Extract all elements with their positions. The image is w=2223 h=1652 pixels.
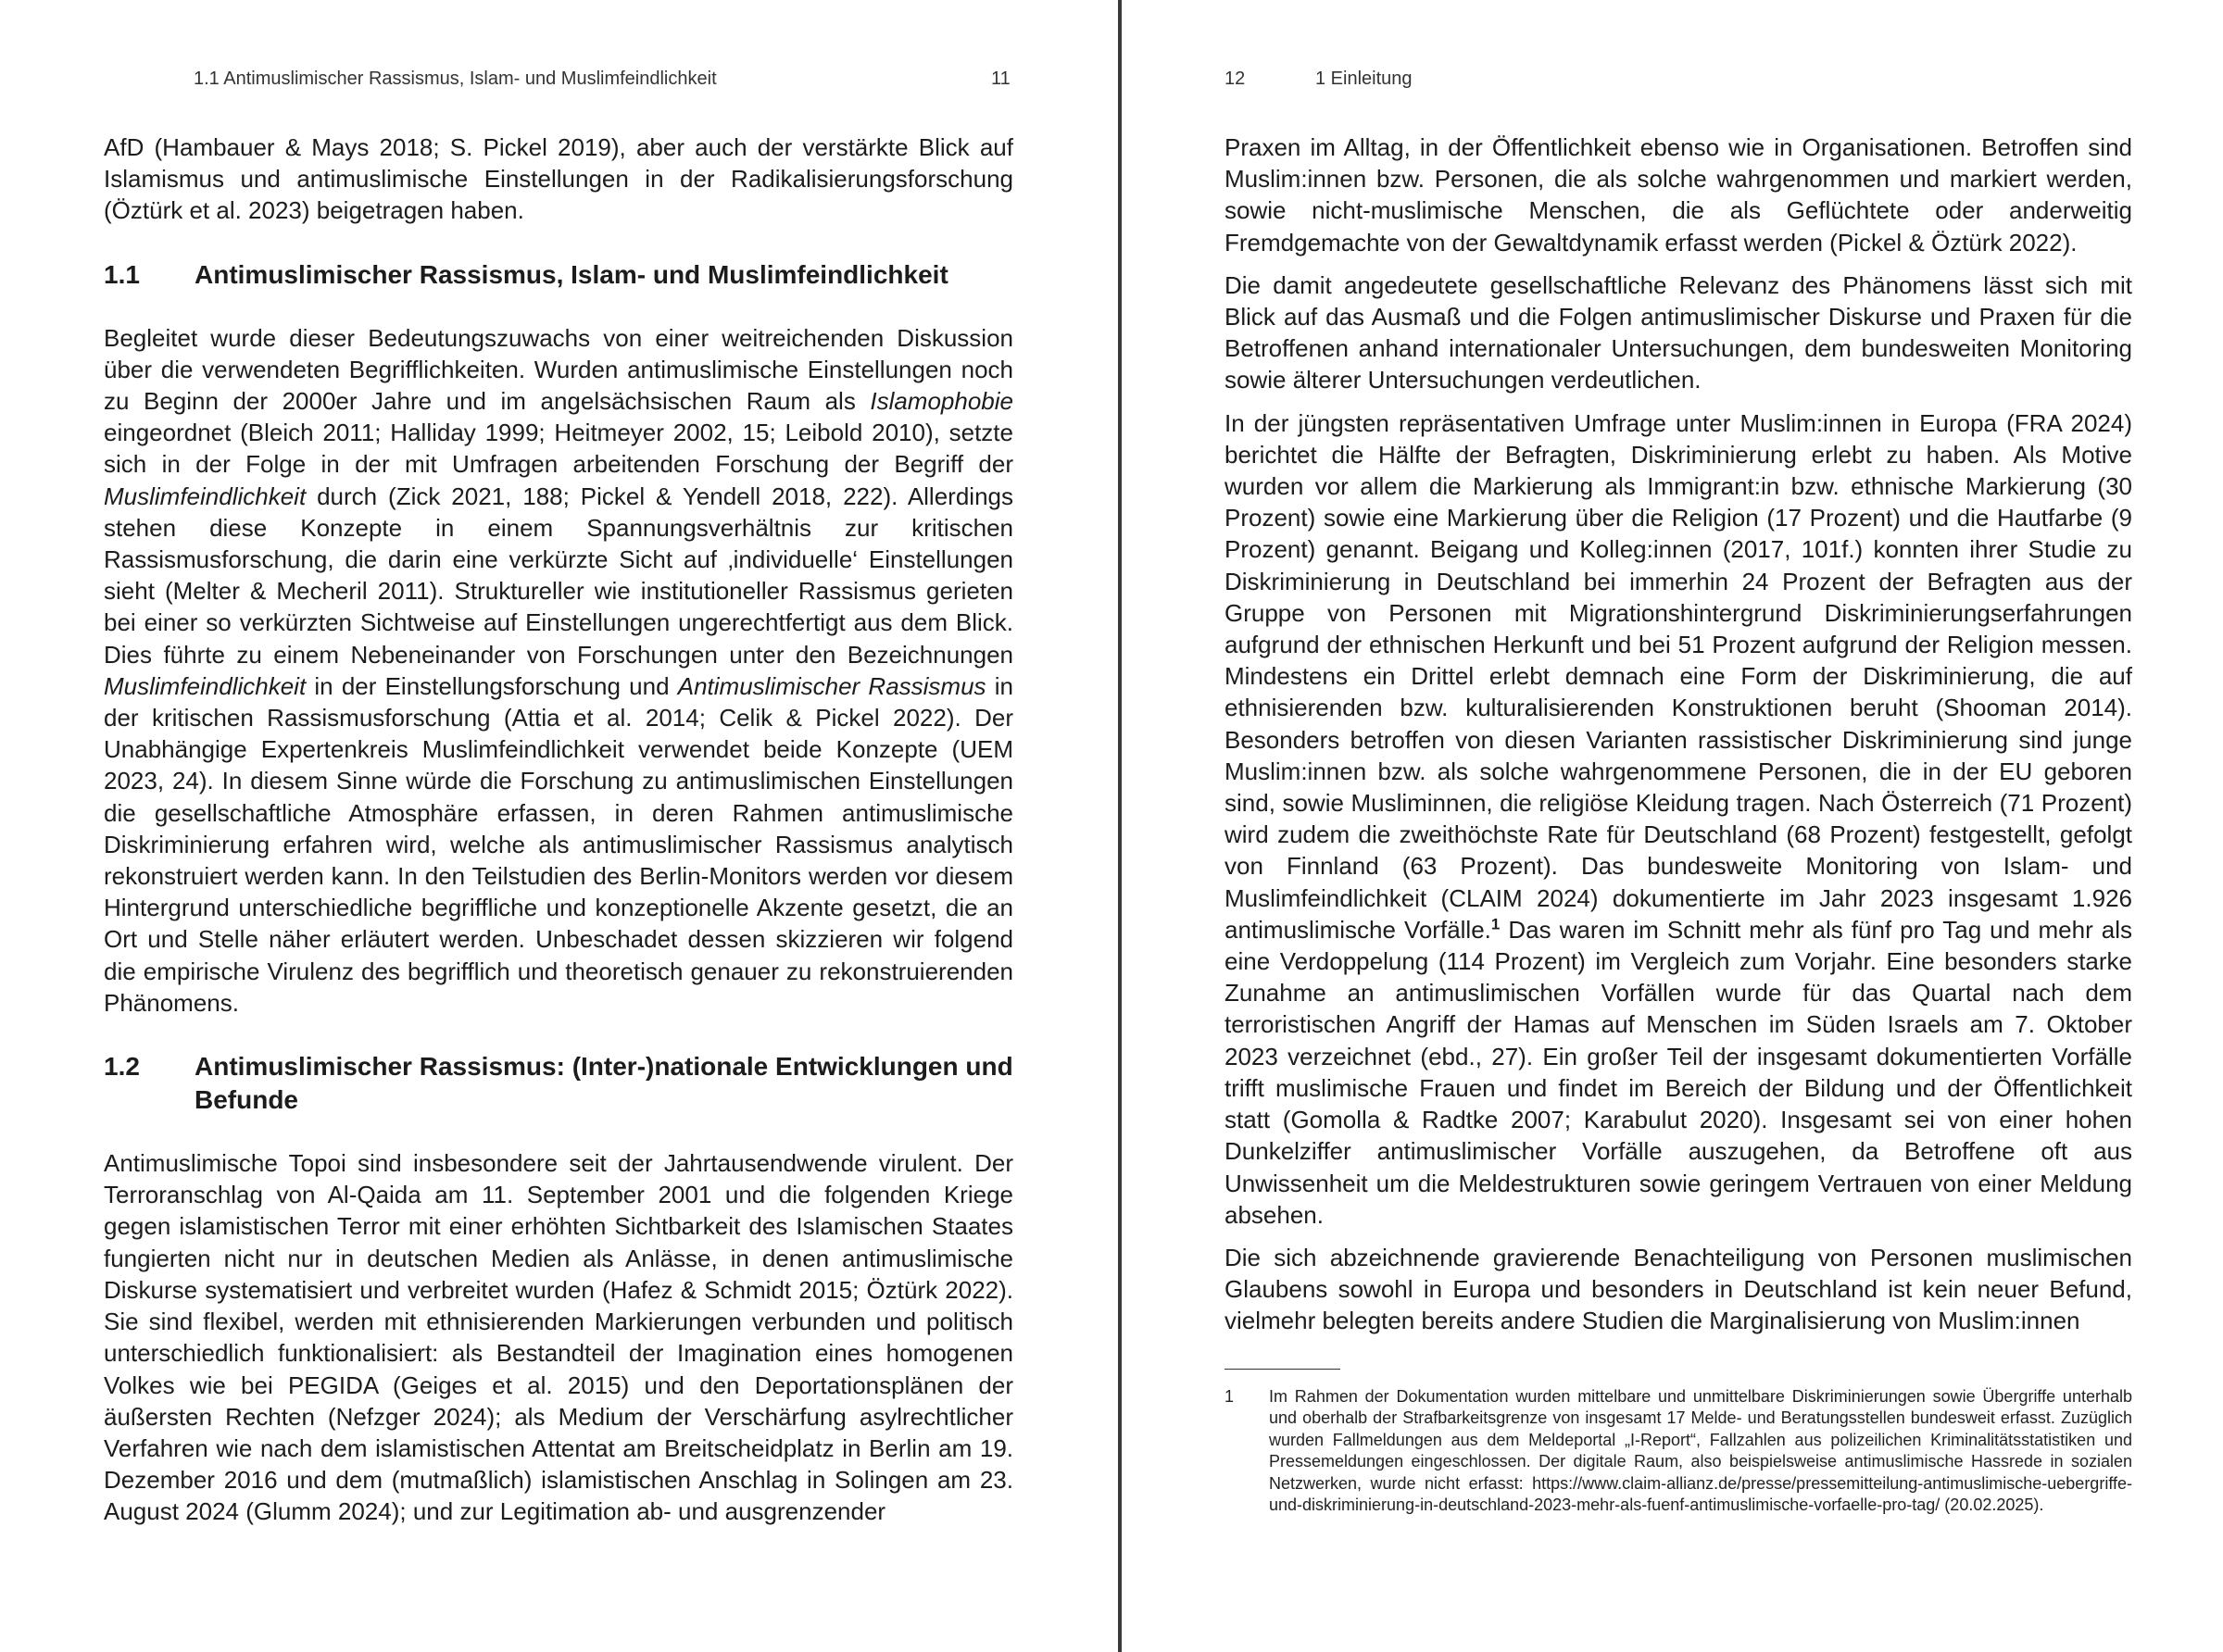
paragraph: Praxen im Alltag, in der Öffentlichkeit ebenso wie in Organisationen. Betroffen sind Muslim:innen bzw. Personen, die als solche wahrgenommen und markiert werden, sowie nicht-muslimische Menschen, die als Geflüchtete oder anderweitig Fremdgemachte von der Gewaltdynamik erfasst werden (Pickel & Öztürk 2022). [1225, 133, 2132, 257]
running-head-title: 1.1 Antimuslimischer Rassismus, Islam- und Muslimfeindlichkeit [194, 69, 717, 89]
page-divider [1118, 0, 1122, 1652]
section-1-2-paragraph: Antimuslimische Topoi sind insbesondere seit der Jahrtausendwende virulent. Der Terroranschlag von Al-Qaida am 11. September 2001 und die folgenden Kriege gegen islamistischen Terror mit einer erhöhten Sichtbarkeit des Islamischen Staates fungierten nicht nur in deutschen Medien als Anlässe, in denen antimuslimische Diskurse systematisiert und verbreitet wurden (Hafez & Schmidt 2015; Öztürk 2022). Sie sind flexibel, werden mit ethnisierenden Markierungen verbunden und politisch unterschiedlich funktionalisiert: als Bestandteil der Imagination eines homogenen Volkes wie bei PEGIDA (Geiges et al. 2015) und den Deportationsplänen der äußersten Rechten (Nefzger 2024); als Medium der Verschärfung asylrechtlicher Verfahren wie nach dem islamistischen Attentat am Breitscheidplatz in Berlin am 19. Dezember 2016 und dem (mutmaßlich) islamistischen Anschlag in Solingen am 23. August 2024 (Glumm 2024); und zur Legitimation ab- und ausgrenzender [104, 1149, 1013, 1526]
page-number: 12 [1225, 69, 1246, 89]
running-head-title: 1 Einleitung [1315, 69, 1413, 89]
left-body-text [104, 131, 1013, 1528]
text-run: in der Einstellungsforschung und [306, 671, 678, 700]
italic-term: Muslimfeindlichkeit [104, 482, 307, 510]
italic-term: Muslimfeindlichkeit [104, 671, 307, 700]
right-body-text [1225, 131, 2132, 1337]
italic-term: Islamophobie [870, 387, 1013, 416]
text-run: durch (Zick 2021, 188; Pickel & Yendell 2018, 222). Allerdings stehen diese Konzepte in einem Spannungsverhältnis zur kritischen Rassismusforschung, die darin eine verkürzte Sicht auf ‚individuelle‘ Einstellungen sieht (Melter & Mecheril 2011). Struktureller wie institutioneller Rassismus gerieten bei einer so verkürzten Sichtweise auf Einstellungen ungerechtfertigt aus dem Blick. Dies führte zu einem Nebeneinander von Forschungen unter den Bezeichnungen [104, 482, 1013, 669]
section-title: Antimuslimischer Rassismus: (Inter-)nationale Entwicklungen und Befunde [195, 1052, 1013, 1115]
footnote-rule [1225, 1369, 1340, 1370]
right-page [1225, 0, 2132, 1652]
paragraph [1225, 407, 2132, 1231]
footnote-number: 1 [1225, 1387, 1235, 1406]
text-run: in der kritischen Rassismusforschung (Attia et al. 2014; Celik & Pickel 2022). Der Unabhängige Expertenkreis Muslimfeindlichkeit verwendet beide Konzepte (UEM 2023, 24). In diesem Sinne würde die Forschung zu antimuslimischen Einstellungen die gesellschaftliche Atmosphäre erfassen, in deren Rahmen antimuslimische Diskriminierung erfahren wird, welche als antimuslimischer Rassismus analytisch rekonstruiert werden kann. In den Teilstudien des Berlin-Monitors werden vor diesem Hintergrund unterschiedliche begriffliche und konzeptionelle Akzente gesetzt, die an Ort und Stelle näher erläutert werden. Unbeschadet dessen skizzieren wir folgend die empirische Virulenz des begrifflich und theoretisch genauer zu rekonstruierenden Phänomens. [104, 671, 1013, 1017]
section-heading-1-2 [104, 1050, 1013, 1117]
footnote-text: Im Rahmen der Dokumentation wurden mittelbare und unmittelbare Diskriminierungen sowie Übergriffe unterhalb und oberhalb der Strafbarkeitsgrenze von insgesamt 17 Melde- und Beratungsstellen bundesweit erfasst. Zuzüglich wurden Fallmeldungen aus dem Meldeportal „I-Report“, Fallzahlen aus polizeilichen Kriminalitätsstatistiken und Pressemeldungen eingeschlossen. Der digitale Raum, also beispielsweise antimuslimische Hassrede in sozialen Netzwerken, wurde nicht erfasst: https://www.claim-allianz.de/presse/pressemitteilung-antimuslimische-uebergriffe-und-diskriminierung-in-deutschland-2023-mehr-als-fuenf-antimuslimische-vorfaelle-pro-tag/ (20.02.2025). [1269, 1387, 2132, 1515]
italic-term: Antimuslimischer Rassismus [677, 671, 986, 700]
running-head-right [1225, 69, 2132, 96]
text-run: Das waren im Schnitt mehr als fünf pro Tag und mehr als eine Verdoppelung (114 Prozent) im Vergleich zum Vorjahr. Eine besonders starke Zunahme an antimuslimischen Vorfällen wurde für das Quartal nach dem terroristischen Angriff der Hamas auf Menschen im Süden Israels am 7. Oktober 2023 verzeichnet (ebd., 27). Ein großer Teil der insgesamt dokumentierten Vorfälle trifft muslimische Frauen und findet im Bereich der Bildung und der Öffentlichkeit statt (Gomolla & Radtke 2007; Karabulut 2020). Insgesamt sei von einer hohen Dunkelziffer antimuslimischer Vorfälle auszugehen, da Betroffene oft aus Unwissenheit um die Meldestrukturen sowie geringem Vertrauen von einer Meldung absehen. [1225, 915, 2132, 1229]
text-run: eingeordnet (Bleich 2011; Halliday 1999; Heitmeyer 2002, 15; Leibold 2010), setzte sich in der Folge in der mit Umfragen arbeitenden Forschung der Begriff der [104, 419, 1013, 479]
left-page [104, 0, 1013, 1652]
section-number: 1.2 [104, 1052, 140, 1082]
paragraph: Die damit angedeutete gesellschaftliche Relevanz des Phänomens lässt sich mit Blick auf das Ausmaß und die Folgen antimuslimischer Diskurse und Praxen für die Betroffenen anhand internationaler Untersuchungen, dem bundesweiten Monitoring sowie älterer Untersuchungen verdeutlichen. [1225, 270, 2132, 394]
section-number: 1.1 [104, 259, 140, 289]
paragraph: Die sich abzeichnende gravierende Benachteiligung von Personen muslimischen Glaubens sowohl in Europa und besonders in Deutschland ist kein neuer Befund, vielmehr belegten bereits andere Studien die Marginalisierung von Muslim:innen [1225, 1243, 2132, 1335]
section-title: Antimuslimischer Rassismus, Islam- und Muslimfeindlichkeit [195, 259, 948, 289]
section-1-1-paragraph [104, 322, 1013, 1019]
footnote-reference[interactable]: 1 [1490, 915, 1501, 933]
opening-paragraph: AfD (Hambauer & Mays 2018; S. Pickel 2019), aber auch der verstärkte Blick auf Islamismus und antimuslimische Einstellungen in der Radikalisierungsforschung (Öztürk et al. 2023) beigetragen haben. [104, 133, 1013, 225]
footnote [1225, 1386, 2132, 1516]
footnote-area [1225, 1369, 2132, 1516]
text-run: Begleitet wurde dieser Bedeutungszuwachs von einer weitreichenden Diskussion über die verwendeten Begrifflichkeiten. Wurden antimuslimische Einstellungen noch zu Beginn der 2000er Jahre und im angelsächsischen Raum als [104, 323, 1013, 416]
running-head-left [104, 69, 1013, 96]
section-heading-1-1 [104, 258, 1013, 292]
page-number: 11 [991, 69, 1011, 89]
text-run: In der jüngsten repräsentativen Umfrage unter Muslim:innen in Europa (FRA 2024) berichtet die Hälfte der Befragten, Diskriminierung erlebt zu haben. Als Motive wurden vor allem die Markierung als Immigrant:in bzw. ethnische Markierung (30 Prozent) sowie eine Markierung über die Religion (17 Prozent) und die Hautfarbe (9 Prozent) genannt. Beigang und Kolleg:innen (2017, 101f.) konnten ihrer Studie zu Diskriminierung in Deutschland bei immerhin 24 Prozent der Befragten aus der Gruppe von Personen mit Migrationshintergrund Diskriminierungserfahrungen aufgrund der ethnischen Herkunft und bei 51 Prozent aufgrund der Religion messen. Mindestens ein Drittel erlebt demnach eine Form der Diskriminierung, die auf ethnisierenden bzw. kulturalisierenden Konstruktionen beruht (Shooman 2014). Besonders betroffen von diesen Varianten rassistischer Diskriminierung sind junge Muslim:innen bzw. als solche wahrgenommene Personen, die in der EU geboren sind, sowie Musliminnen, die religiöse Kleidung tragen. Nach Österreich (71 Prozent) wird zudem die zweithöchste Rate für Deutschland (68 Prozent) festgestellt, gefolgt von Finnland (63 Prozent). Das bundesweite Monitoring von Islam- und Muslimfeindlichkeit (CLAIM 2024) dokumentierte im Jahr 2023 insgesamt 1.926 antimuslimische Vorfälle. [1225, 408, 2132, 944]
